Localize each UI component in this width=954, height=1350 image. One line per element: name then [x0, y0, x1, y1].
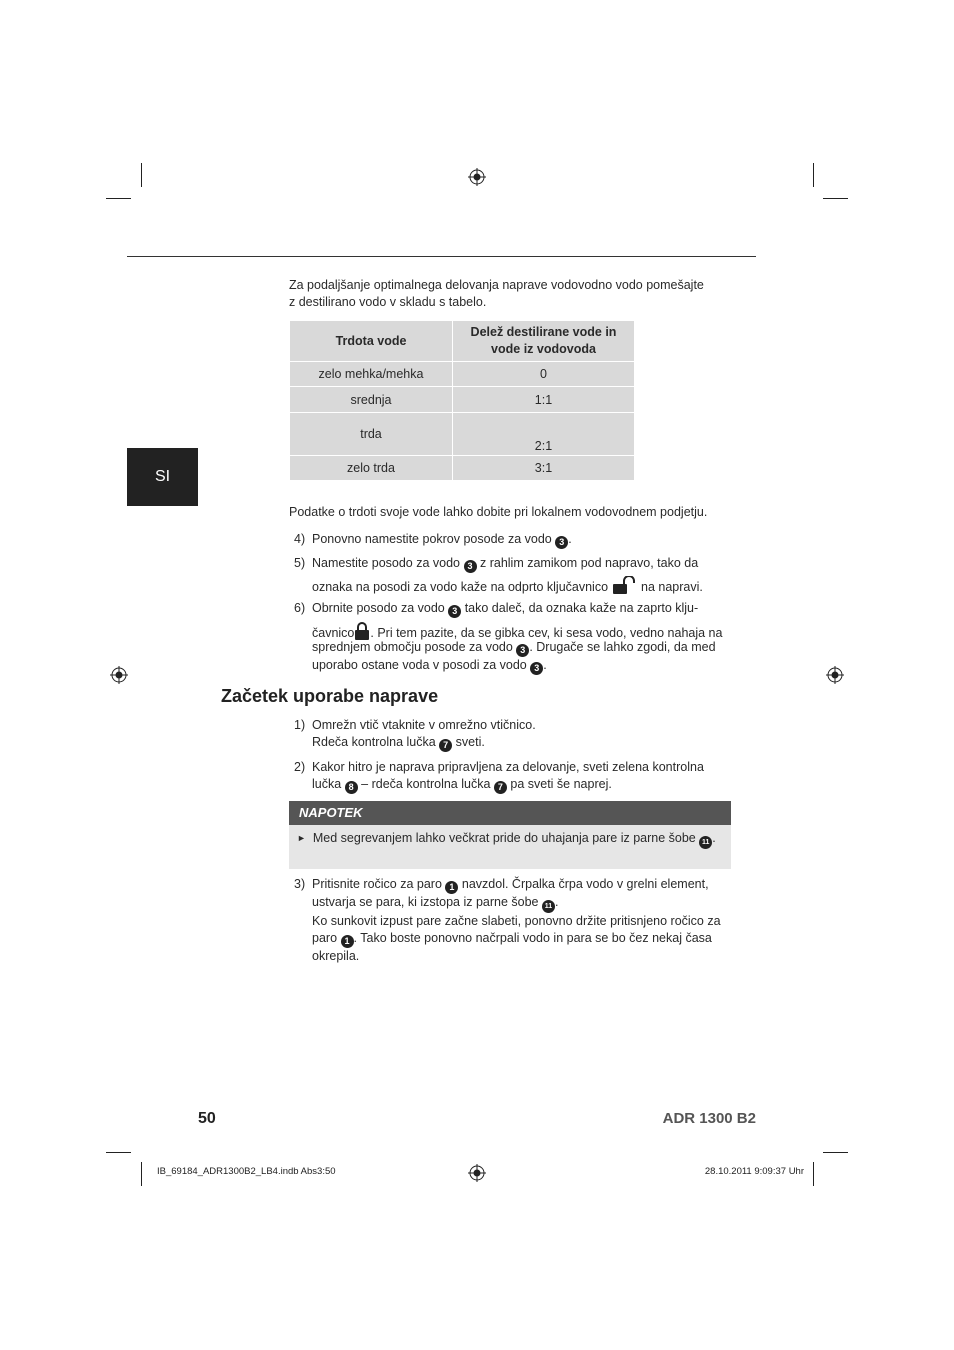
- note-title: NAPOTEK: [299, 805, 363, 820]
- step-number: 5): [294, 556, 306, 570]
- registration-mark-icon: [110, 666, 128, 684]
- table-cell: 3:1: [453, 456, 635, 481]
- step-line: [312, 734, 536, 752]
- print-slug-right: 28.10.2011 9:09:37 Uhr: [704, 1166, 804, 1177]
- step-line: [312, 876, 721, 894]
- print-slug-left: IB_69184_ADR1300B2_LB4.indb Abs3:50: [157, 1166, 336, 1177]
- table-cell: zelo mehka/mehka: [290, 362, 453, 387]
- step-1: [312, 717, 536, 752]
- step-text: Pritisnite ročico za paro: [312, 877, 442, 891]
- water-hardness-table: [290, 321, 635, 481]
- step-text: Ko sunkovit izpust pare začne slabeti, ponovno držite pritisnjeno ročico za: [312, 914, 721, 928]
- ref-3-icon: 3: [555, 536, 568, 549]
- intro-line: z destilirano vodo v skladu s tabelo.: [289, 295, 487, 309]
- ref-11-icon: 11: [699, 836, 712, 849]
- step-5-line: [312, 576, 703, 596]
- table-header-cell: Delež destilirane vode in vode iz vodovoda: [453, 321, 635, 362]
- ref-3-icon: 3: [464, 560, 477, 573]
- step-text: sveti.: [455, 735, 485, 749]
- step-text: Rdeča kontrolna lučka: [312, 735, 436, 749]
- table-cell: srednja: [290, 387, 453, 413]
- step-number: 4): [294, 532, 306, 546]
- open-lock-icon: [612, 576, 638, 594]
- info-line: Podatke o trdoti svoje vode lahko dobite pri lokalnem vodovodnem podjetju.: [289, 505, 708, 519]
- step-text: oznaka na posodi za vodo kaže na odprto ključavnico: [312, 580, 609, 594]
- ref-7-icon: 7: [494, 781, 507, 794]
- step-text: Omrežn vtič vtaknite v omrežno vtičnico.: [312, 718, 536, 732]
- closed-lock-icon: [354, 622, 370, 640]
- step-text: tako daleč, da oznaka kaže na zaprto klju-: [464, 601, 699, 615]
- intro-line: Za podaljšanje optimalnega delovanja naprave vodovodno vodo pomešajte: [289, 278, 704, 292]
- note-body: [289, 825, 731, 869]
- step-text: Obrnite posodo za vodo: [312, 601, 445, 615]
- step-text: na napravi.: [641, 580, 703, 594]
- crop-mark: [813, 1162, 814, 1186]
- table-cell: 1:1: [453, 387, 635, 413]
- ref-3-icon: 3: [448, 605, 461, 618]
- step-text: Kakor hitro je naprava pripravljena za delovanje, sveti zelena kontrolna: [312, 760, 704, 774]
- crop-mark: [106, 1152, 131, 1153]
- step-text: sprednjem območju posode za vodo: [312, 640, 513, 654]
- ref-11-icon: 11: [542, 900, 555, 913]
- table-header-cell: Trdota vode: [290, 321, 453, 362]
- note-line: ► Med segrevanjem lahko večkrat pride do uhajanja pare iz parne šobe 11 .: [297, 830, 716, 849]
- table-row: [290, 362, 635, 387]
- crop-mark: [813, 163, 814, 187]
- step-text: okrepila.: [312, 949, 360, 963]
- section-heading: Začetek uporabe naprave: [221, 686, 439, 706]
- language-tab: SI: [127, 448, 198, 506]
- note-header: [289, 801, 731, 825]
- step-text: paro: [312, 931, 338, 945]
- step-text: uporabo ostane voda v posodi za vodo: [312, 658, 527, 672]
- crop-mark: [141, 163, 142, 187]
- step-6-line: [312, 600, 698, 618]
- ref-3-icon: 3: [530, 662, 543, 675]
- step-6-line: [312, 639, 716, 657]
- page-number: 50: [198, 1110, 216, 1127]
- table-row: [290, 456, 635, 481]
- step-text: . Tako boste ponovno načrpali vodo in para se bo čez nekaj časa: [353, 931, 712, 945]
- table-cell: 2:1: [453, 413, 635, 456]
- table-cell: 0: [453, 362, 635, 387]
- ref-1-icon: 1: [341, 935, 354, 948]
- step-4: Ponovno namestite pokrov posode za vodo 3 .: [312, 532, 572, 547]
- table-header-row: [290, 321, 635, 362]
- ref-7-icon: 7: [439, 739, 452, 752]
- step-text: čavnico: [312, 626, 355, 640]
- step-text: – rdeča kontrolna lučka: [361, 777, 491, 791]
- step-text: . Pri tem pazite, da se gibka cev, ki sesa vodo, vedno nahaja na: [370, 626, 723, 640]
- bullet-arrow-icon: ►: [297, 833, 306, 843]
- crop-mark: [823, 198, 848, 199]
- step-number: 6): [294, 601, 306, 615]
- header-rule: [127, 256, 756, 257]
- step-line: [312, 930, 721, 948]
- step-text: Ponovno namestite pokrov posode za vodo: [312, 532, 552, 546]
- registration-mark-icon: [468, 168, 486, 186]
- step-3: [312, 876, 721, 965]
- table-cell: trda: [290, 413, 453, 456]
- step-number: 2): [294, 760, 306, 774]
- step-text: pa sveti še naprej.: [510, 777, 612, 791]
- step-text: ustvarja se para, ki izstopa iz parne šobe: [312, 895, 539, 909]
- registration-mark-icon: [826, 666, 844, 684]
- table-cell: zelo trda: [290, 456, 453, 481]
- step-number: 3): [294, 877, 306, 891]
- step-5-line: [312, 555, 698, 573]
- intro-paragraph: [289, 277, 704, 311]
- step-number: 1): [294, 718, 306, 732]
- step-line: [312, 776, 704, 794]
- step-2: [312, 759, 704, 794]
- note-text: Med segrevanjem lahko večkrat pride do uhajanja pare iz parne šobe: [312, 831, 696, 845]
- table-row: [290, 387, 635, 413]
- step-text: . Drugače se lahko zgodi, da med: [529, 640, 716, 654]
- step-text: Namestite posodo za vodo: [312, 556, 461, 570]
- step-text: lučka: [312, 777, 342, 791]
- step-text: navzdol. Črpalka črpa vodo v grelni element,: [461, 877, 709, 891]
- step-text: z rahlim zamikom pod napravo, tako da: [479, 556, 699, 570]
- model-name: ADR 1300 B2: [662, 1110, 756, 1127]
- crop-mark: [106, 198, 131, 199]
- crop-mark: [823, 1152, 848, 1153]
- table-row: [290, 413, 635, 456]
- ref-3-icon: 3: [516, 644, 529, 657]
- ref-8-icon: 8: [345, 781, 358, 794]
- ref-1-icon: 1: [445, 881, 458, 894]
- step-line: ustvarja se para, ki izstopa iz parne šobe 11 .: [312, 894, 721, 913]
- crop-mark: [141, 1162, 142, 1186]
- registration-mark-icon: [468, 1164, 486, 1182]
- step-6-line: uporabo ostane voda v posodi za vodo 3 .: [312, 658, 547, 673]
